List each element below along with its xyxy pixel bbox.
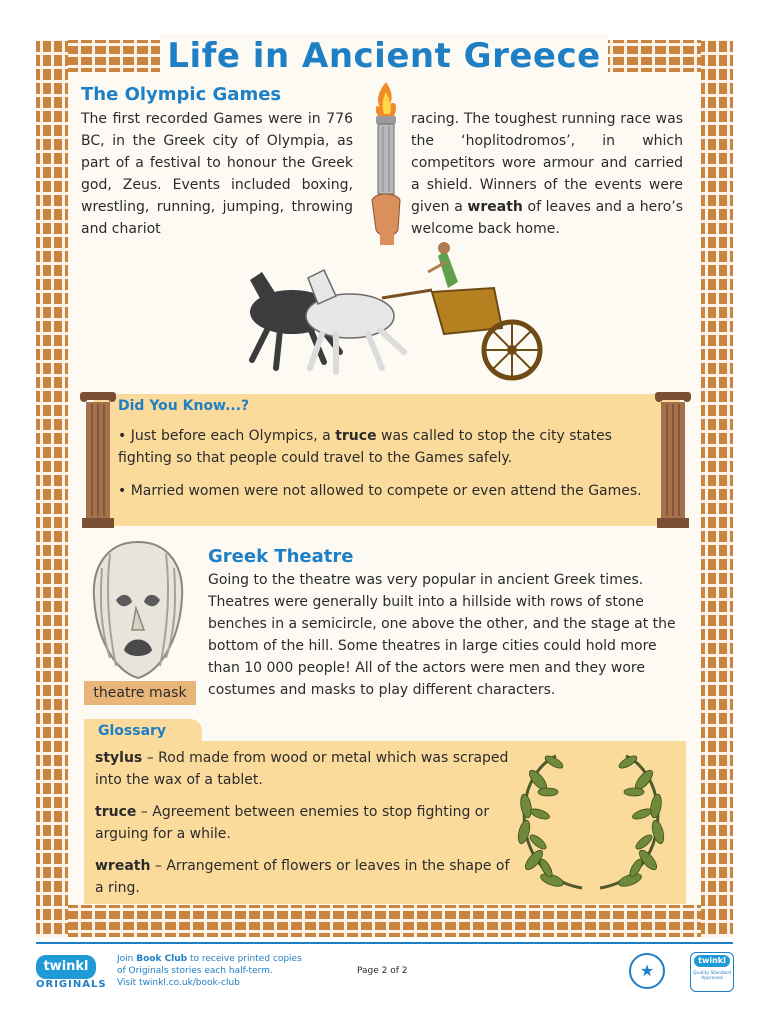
- greek-key-border-bottom: [36, 905, 733, 937]
- chariot-illustration: [232, 242, 548, 392]
- did-you-know-heading: Did You Know...?: [118, 398, 250, 414]
- greek-key-border-right: [701, 40, 733, 937]
- truce-highlight: truce: [335, 428, 377, 444]
- laurel-wreath-illustration: [512, 750, 670, 895]
- theatre-mask-label: theatre mask: [84, 681, 196, 705]
- column-icon: [80, 390, 116, 530]
- torch-illustration: [366, 80, 406, 245]
- page-title: Life in Ancient Greece: [167, 36, 601, 76]
- did-you-know-item-text: • Just before each Olympics, a: [118, 428, 336, 444]
- glossary-definition: – Rod made from wood or metal which was scraped into the wax of a tablet.: [95, 750, 509, 788]
- olympic-text-right-part2: of leaves and a hero’s welcome back home.: [411, 199, 684, 237]
- book-club-line: of Originals stories each half-term.: [117, 966, 273, 976]
- theatre-mask-illustration: [86, 538, 190, 688]
- glossary-term: wreath: [95, 858, 151, 874]
- star-icon[interactable]: ★: [629, 953, 665, 989]
- did-you-know-item: • Married women were not allowed to compete or even attend the Games.: [118, 483, 642, 499]
- footer-divider: [36, 942, 733, 944]
- glossary-term: truce: [95, 804, 137, 820]
- theatre-text: Going to the theatre was very popular in ancient Greek times. Theatres were generally built into a hillside with rows of stone benches in a semicircle, one above the other, and the stage at the bottom of the hill. Some theatres in large cities could hold more than 10 000 people! All of the actors were men and they wore costumes and masks to play different characters.: [208, 572, 676, 698]
- wreath-highlight: wreath: [467, 199, 523, 215]
- olympic-text-right: [411, 108, 683, 240]
- glossary-definition: – Arrangement of flowers or leaves in the shape of a ring.: [95, 858, 510, 896]
- page-indicator: Page 2 of 2: [357, 966, 408, 976]
- glossary-term: stylus: [95, 750, 143, 766]
- badge-text: Quality Standard Approved: [693, 971, 731, 981]
- olympic-heading: The Olympic Games: [81, 84, 282, 105]
- glossary-item: [95, 801, 515, 845]
- glossary-definition: – Agreement between enemies to stop fighting or arguing for a while.: [95, 804, 490, 842]
- book-club-line: [117, 953, 347, 965]
- book-club-url[interactable]: Visit twinkl.co.uk/book-club: [117, 978, 240, 988]
- olympic-text-right-part1: racing. The toughest running race was the ‘hoplitodromos’, in which competitors wore armour and carried a shield. Winners of the events were given a: [411, 111, 683, 215]
- twinkl-logo[interactable]: twinkl: [36, 955, 96, 979]
- book-club-link[interactable]: Book Club: [136, 954, 188, 964]
- book-club-promo: [117, 953, 347, 989]
- olympic-text-left: The first recorded Games were in 776 BC, in the Greek city of Olympia, as part of a festival to honour the Greek god, Zeus. Events included boxing, wrestling, running, jumping, throwing and chariot: [81, 111, 353, 237]
- greek-key-border-left: [36, 40, 68, 937]
- theatre-heading: Greek Theatre: [208, 546, 354, 567]
- badge-brand: twinkl: [694, 955, 730, 967]
- glossary-heading: Glossary: [98, 723, 167, 739]
- book-club-text: to receive printed copies: [187, 954, 302, 964]
- did-you-know-item-text: was called to stop the city states fighting so that people could travel to the Games safely.: [118, 428, 612, 466]
- glossary-item: [95, 855, 515, 899]
- did-you-know-item: [118, 425, 663, 469]
- originals-label: ORIGINALS: [36, 979, 107, 990]
- glossary-item: [95, 747, 515, 791]
- book-club-text: Join: [117, 954, 137, 964]
